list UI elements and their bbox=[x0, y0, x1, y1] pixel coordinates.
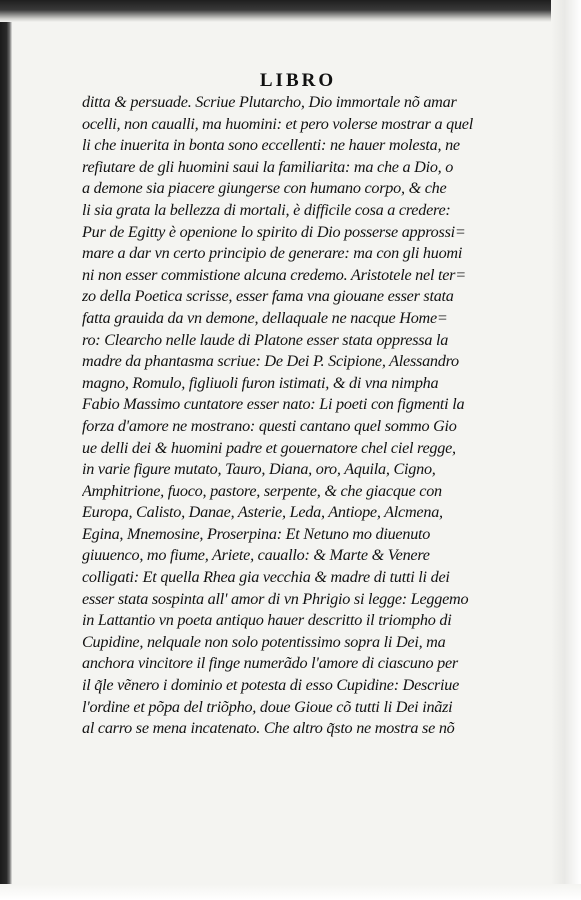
text-line: ro: Clearcho nelle laude di Platone esser stata oppressa la bbox=[82, 330, 449, 349]
text-line: refiutare de gli huomini saui la familiarita: ma che a Dio, o bbox=[82, 157, 454, 176]
text-line: Cupidine, nelquale non solo potentissimo sopra li Dei, ma bbox=[82, 632, 446, 651]
text-line: ue delli dei & huomini padre et gouernatore chel ciel regge, bbox=[82, 438, 456, 457]
text-line: in Lattantio vn poeta antiquo hauer descritto il triompho di bbox=[82, 611, 452, 630]
text-line: a demone sia piacere giungerse con humano corpo, & che bbox=[82, 179, 447, 198]
text-line: in varie figure mutato, Tauro, Diana, oro, Aquila, Cigno, bbox=[82, 460, 436, 479]
text-line: li sia grata la bellezza di mortali, è difficile cosa a credere: bbox=[82, 200, 451, 219]
text-line: zo della Poetica scrisse, esser fama vna giouane esser stata bbox=[82, 287, 454, 306]
text-line: ditta & persuade. Scriue Plutarcho, Dio immortale nõ amar bbox=[82, 93, 457, 111]
text-line: fatta grauida da vn demone, dellaquale ne nacque Home= bbox=[82, 308, 448, 327]
text-line: forza d'amore ne mostrano: questi cantano quel sommo Gio bbox=[82, 416, 457, 435]
text-line: madre da phantasma scriue: De Dei P. Scipione, Alessandro bbox=[82, 352, 459, 371]
text-line: Egina, Mnemosine, Proserpina: Et Netuno mo diuenuto bbox=[82, 524, 431, 543]
text-line: Pur de Egitty è openione lo spirito di Dio posserse approssi= bbox=[82, 222, 466, 241]
text-line: anchora vincitore il finge numerãdo l'amore di ciascuno per bbox=[82, 654, 458, 673]
text-line: ocelli, non caualli, ma huomini: et pero volerse mostrar a quel bbox=[82, 114, 473, 133]
body-text bbox=[82, 92, 506, 740]
text-line: esser stata sospinta all' amor di vn Phrigio si legge: Leggemo bbox=[82, 589, 469, 608]
text-line: mare a dar vn certo principio de generare: ma con gli huomi bbox=[82, 244, 463, 263]
running-head: LIBRO bbox=[259, 70, 337, 91]
text-line: al carro se mena incatenato. Che altro q̃sto ne mostra se nõ bbox=[82, 719, 455, 738]
text-line: Amphitrione, fuoco, pastore, serpente, & che giacque con bbox=[82, 481, 442, 500]
text-line: Fabio Massimo cuntatore esser nato: Li poeti con figmenti la bbox=[82, 395, 465, 414]
text-line: il q̃le vẽnero i dominio et potesta di esso Cupidine: Descriue bbox=[82, 676, 460, 695]
text-line: li che inuerita in bonta sono eccellenti: ne hauer molesta, ne bbox=[82, 136, 460, 155]
text-line: l'ordine et põpa del triõpho, doue Gioue cõ tutti li Dei inãzi bbox=[82, 697, 453, 716]
text-line: ni non esser commistione alcuna credemo. Aristotele nel ter= bbox=[82, 265, 466, 284]
text-line: colligati: Et quella Rhea gia vecchia & madre di tutti li dei bbox=[82, 568, 450, 587]
text-line: magno, Romulo, figliuoli furon istimati, & di vna nimpha bbox=[82, 373, 439, 392]
text-line: giuuenco, mo fiume, Ariete, cauallo: & Marte & Venere bbox=[82, 546, 430, 565]
text-line: Europa, Calisto, Danae, Asterie, Leda, Antiope, Alcmena, bbox=[82, 503, 443, 522]
